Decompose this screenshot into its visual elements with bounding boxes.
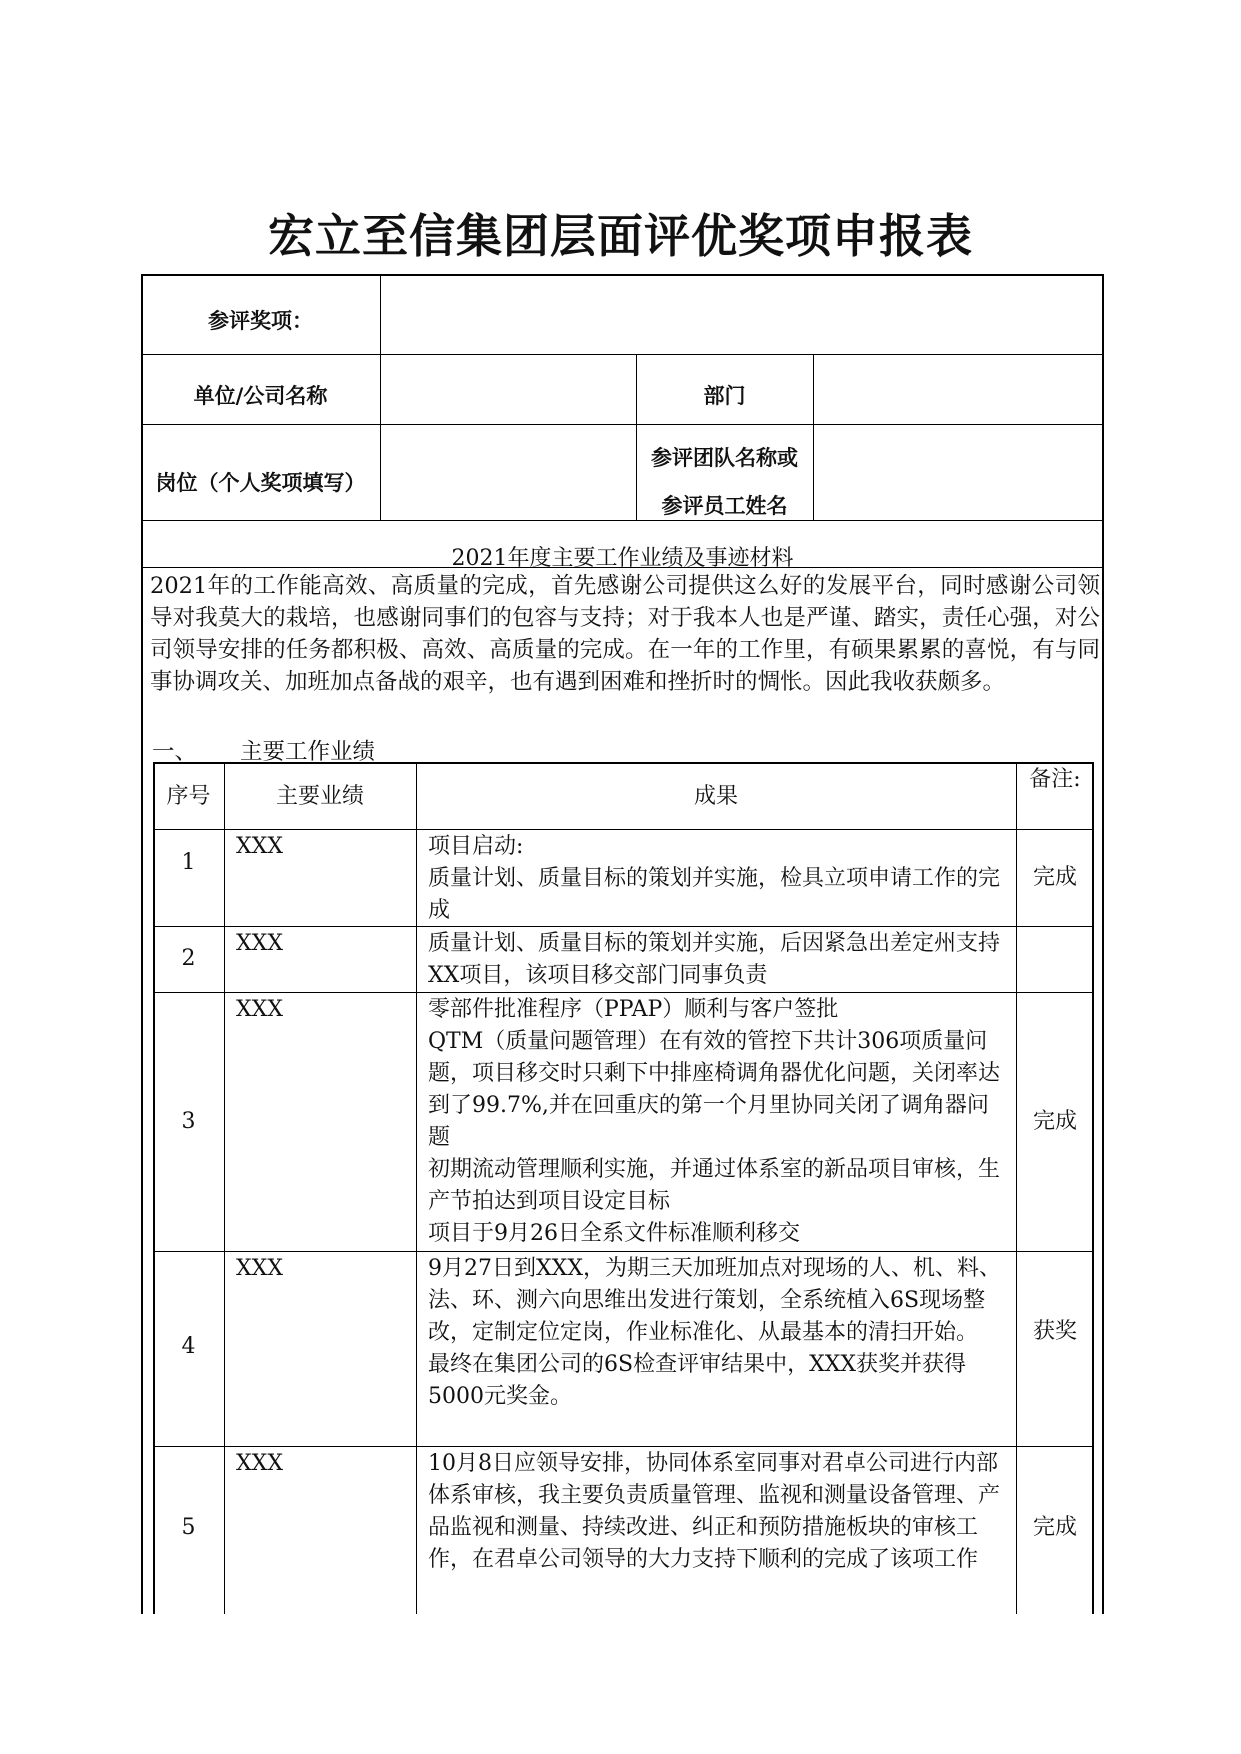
section-title: 2021年度主要工作业绩及事迹材料: [451, 546, 794, 571]
header-result: 成果: [693, 784, 738, 809]
result-line: 项目启动:: [428, 834, 524, 859]
table-row-note: 完成: [1032, 1109, 1077, 1134]
table-row-no: 5: [181, 1515, 196, 1540]
divider: [141, 424, 1104, 425]
team-label-line1: 参评团队名称或: [651, 446, 798, 470]
divider: [380, 274, 381, 520]
result-line: 质量计划、质量目标的策划并实施，检具立项申请工作的完成: [428, 866, 1001, 923]
position-field[interactable]: [382, 426, 634, 519]
table-row-result: [428, 1448, 1008, 1576]
table-row-achievement: XXX: [236, 834, 283, 859]
divider: [153, 829, 1094, 830]
divider: [153, 1251, 1094, 1252]
team-field[interactable]: [815, 426, 1102, 519]
intro-paragraph: 2021年的工作能高效、高质量的完成，首先感谢公司提供这么好的发展平台，同时感谢公司领导对我莫大的栽培，也感谢同事们的包容与支持；对于我本人也是严谨、踏实，责任心强，对公司领导安排的任务都积极、高效、高质量的完成。在一年的工作里，有硕果累累的喜悦，有与同事协调攻关、加班加点备战的艰辛，也有遇到困难和挫折时的惆怅。因此我收获颇多。: [150, 573, 1100, 695]
header-no: 序号: [166, 784, 211, 809]
result-line: 项目于9月26日全系文件标准顺利移交: [428, 1221, 800, 1246]
result-line: 9月27日到XXX，为期三天加班加点对现场的人、机、料、法、环、测六向思维出发进行策划，全系统植入6S现场整改，定制定位定岗，作业标准化、从最基本的清扫开始。: [428, 1256, 1001, 1345]
table-row-achievement: XXX: [236, 997, 283, 1022]
position-label: 岗位（个人奖项填写）: [155, 471, 366, 495]
table-row-achievement: XXX: [236, 1256, 283, 1281]
result-line: 10月8日应领导安排，协同体系室同事对君卓公司进行内部体系审核，我主要负责质量管理、监视和测量设备管理、产品监视和测量、持续改进、纠正和预防措施板块的审核工作，在君卓公司领导的大力支持下顺利的完成了该项工作: [428, 1451, 1001, 1572]
table-row-note: 完成: [1032, 865, 1077, 890]
result-line: 初期流动管理顺利实施，并通过体系室的新品项目审核，生产节拍达到项目设定目标: [428, 1157, 1001, 1214]
table-row-no: 4: [181, 1334, 196, 1359]
table-row-result: [428, 1253, 1008, 1413]
table-row-achievement: XXX: [236, 931, 283, 956]
department-label: 部门: [703, 384, 746, 408]
table-row-achievement: XXX: [236, 1451, 283, 1476]
result-line: 质量计划、质量目标的策划并实施，后因紧急出差定州支持XX项目，该项目移交部门同事负责: [428, 931, 1001, 988]
table-row-no: 3: [181, 1109, 196, 1134]
header-achievement: 主要业绩: [275, 784, 364, 809]
divider: [141, 354, 1104, 355]
table-row-result: [428, 831, 1008, 927]
table-row-note: 获奖: [1032, 1319, 1077, 1344]
award-field[interactable]: [382, 276, 1102, 353]
page-title: 宏立至信集团层面评优奖项申报表: [268, 209, 973, 263]
table-row-result: [428, 994, 1008, 1250]
award-label: 参评奖项：: [208, 309, 313, 333]
result-line: QTM（质量问题管理）在有效的管控下共计306项质量问题，项目移交时只剩下中排座椅调角器优化问题，关闭率达到了99.7%,并在回重庆的第一个月里协同关闭了调角器问题: [428, 1029, 1001, 1150]
result-line: 零部件批准程序（PPAP）顺利与客户签批: [428, 997, 839, 1022]
table-row-result: [428, 928, 1008, 992]
table-row-note: 完成: [1032, 1515, 1077, 1540]
divider: [153, 992, 1094, 993]
company-label: 单位/公司名称: [193, 384, 328, 408]
table-row-no: 2: [181, 946, 196, 971]
divider: [813, 354, 814, 520]
company-field[interactable]: [382, 356, 634, 423]
team-label-line2: 参评员工姓名: [661, 494, 788, 518]
divider: [141, 520, 1104, 521]
header-note: 备注:: [1029, 767, 1081, 792]
divider: [224, 762, 225, 1614]
subsection-title: 主要工作业绩: [240, 739, 376, 765]
department-field[interactable]: [815, 356, 1102, 423]
subsection-number: 一、: [152, 739, 198, 765]
result-line: 最终在集团公司的6S检查评审结果中，XXX获奖并获得5000元奖金。: [428, 1352, 967, 1409]
divider: [153, 1446, 1094, 1447]
table-row-no: 1: [181, 850, 196, 875]
divider: [416, 762, 417, 1614]
